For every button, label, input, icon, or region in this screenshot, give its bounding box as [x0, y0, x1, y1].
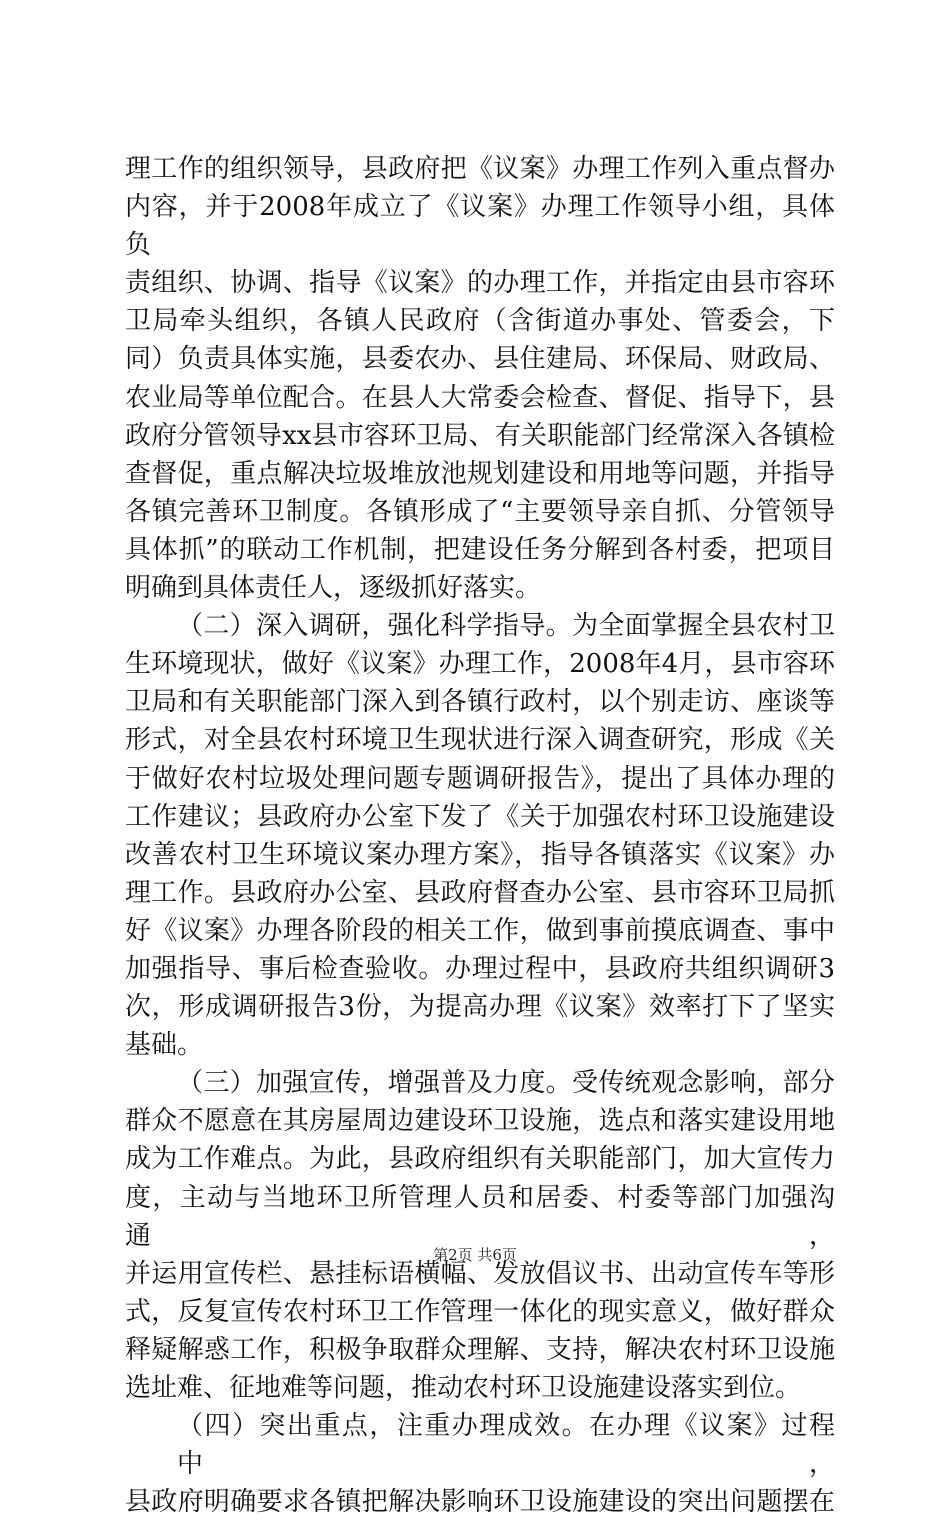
paragraph — [125, 607, 835, 1064]
text-line: 政府分管领导xx县市容环卫局、有关职能部门经常深入各镇检 — [125, 420, 835, 451]
text-line: （四）突出重点，注重办理成效。在办理《议案》过程中， — [177, 1411, 835, 1480]
text-line: 度，主动与当地环卫所管理人员和居委、村委等部门加强沟通， — [125, 1182, 835, 1251]
text-line: 加强指导、事后检查验收。办理过程中，县政府共组织调研3 — [125, 953, 835, 984]
text-line: 明确到具体责任人，逐级抓好落实。 — [125, 573, 542, 604]
page-footer: 第2页 共6页 — [433, 1246, 517, 1264]
text-line: 成为工作难点。为此，县政府组织有关职能部门，加大宣传力 — [125, 1144, 835, 1175]
text-line: 选址难、征地难等问题，推动农村环卫设施建设落实到位。 — [125, 1373, 802, 1403]
text-line: 形式，对全县农村环境卫生现状进行深入调查研究，形成《关 — [125, 725, 835, 756]
text-line: 各镇完善环卫制度。各镇形成了“主要领导亲自抓、分管领导 — [125, 496, 835, 527]
text-line: 基础。 — [125, 1030, 204, 1061]
document-body — [125, 150, 835, 1521]
text-line: 于做好农村垃圾处理问题专题调研报告》，提出了具体办理的 — [125, 763, 835, 794]
text-line: 次，形成调研报告3份，为提高办理《议案》效率打下了坚实 — [125, 992, 835, 1023]
text-line: 好《议案》办理各阶段的相关工作，做到事前摸底调查、事中 — [125, 915, 835, 946]
text-line: 卫局和有关职能部门深入到各镇行政村，以个别走访、座谈等 — [125, 687, 835, 718]
text-line: 理工作的组织领导，县政府把《议案》办理工作列入重点督办 — [125, 154, 835, 184]
text-line: 查督促，重点解决垃圾堆放池规划建设和用地等问题，并指导 — [125, 458, 835, 489]
text-line: 同）负责具体实施，县委农办、县住建局、环保局、财政局、 — [125, 344, 835, 375]
paragraph — [125, 1064, 835, 1407]
text-line: 责组织、协调、指导《议案》的办理工作，并指定由县市容环 — [125, 268, 835, 299]
text-line: 具体抓”的联动工作机制，把建设任务分解到各村委，把项目 — [125, 534, 835, 565]
text-line: 内容，并于2008年成立了《议案》办理工作领导小组，具体负 — [125, 192, 835, 261]
text-line: 理工作。县政府办公室、县政府督查办公室、县市容环卫局抓 — [125, 877, 835, 908]
text-line: 农业局等单位配合。在县人大常委会检查、督促、指导下，县 — [125, 382, 835, 413]
text-line: 释疑解惑工作，积极争取群众理解、支持，解决农村环卫设施 — [125, 1334, 835, 1365]
text-line: 改善农村卫生环境议案办理方案》，指导各镇落实《议案》办 — [125, 839, 835, 870]
text-line: （三）加强宣传，增强普及力度。受传统观念影响，部分 — [177, 1068, 835, 1099]
text-line: （二）深入调研，强化科学指导。为全面掌握全县农村卫 — [177, 611, 835, 642]
paragraph — [125, 1407, 835, 1521]
text-line: 生环境现状，做好《议案》办理工作，2008年4月，县市容环 — [125, 649, 835, 680]
paragraph — [125, 150, 835, 607]
text-line: 式，反复宣传农村环卫工作管理一体化的现实意义，做好群众 — [125, 1296, 835, 1327]
text-line: 群众不愿意在其房屋周边建设环卫设施，选点和落实建设用地 — [125, 1106, 835, 1137]
text-line: 工作建议；县政府办公室下发了《关于加强农村环卫设施建设 — [125, 801, 835, 832]
text-line: 卫局牵头组织，各镇人民政府（含街道办事处、管委会，下 — [125, 306, 835, 337]
text-line: 县政府明确要求各镇把解决影响环卫设施建设的突出问题摆在 — [125, 1487, 835, 1518]
text-line: 并运用宣传栏、悬挂标语横幅、发放倡议书、出动宣传车等形 — [125, 1258, 835, 1289]
